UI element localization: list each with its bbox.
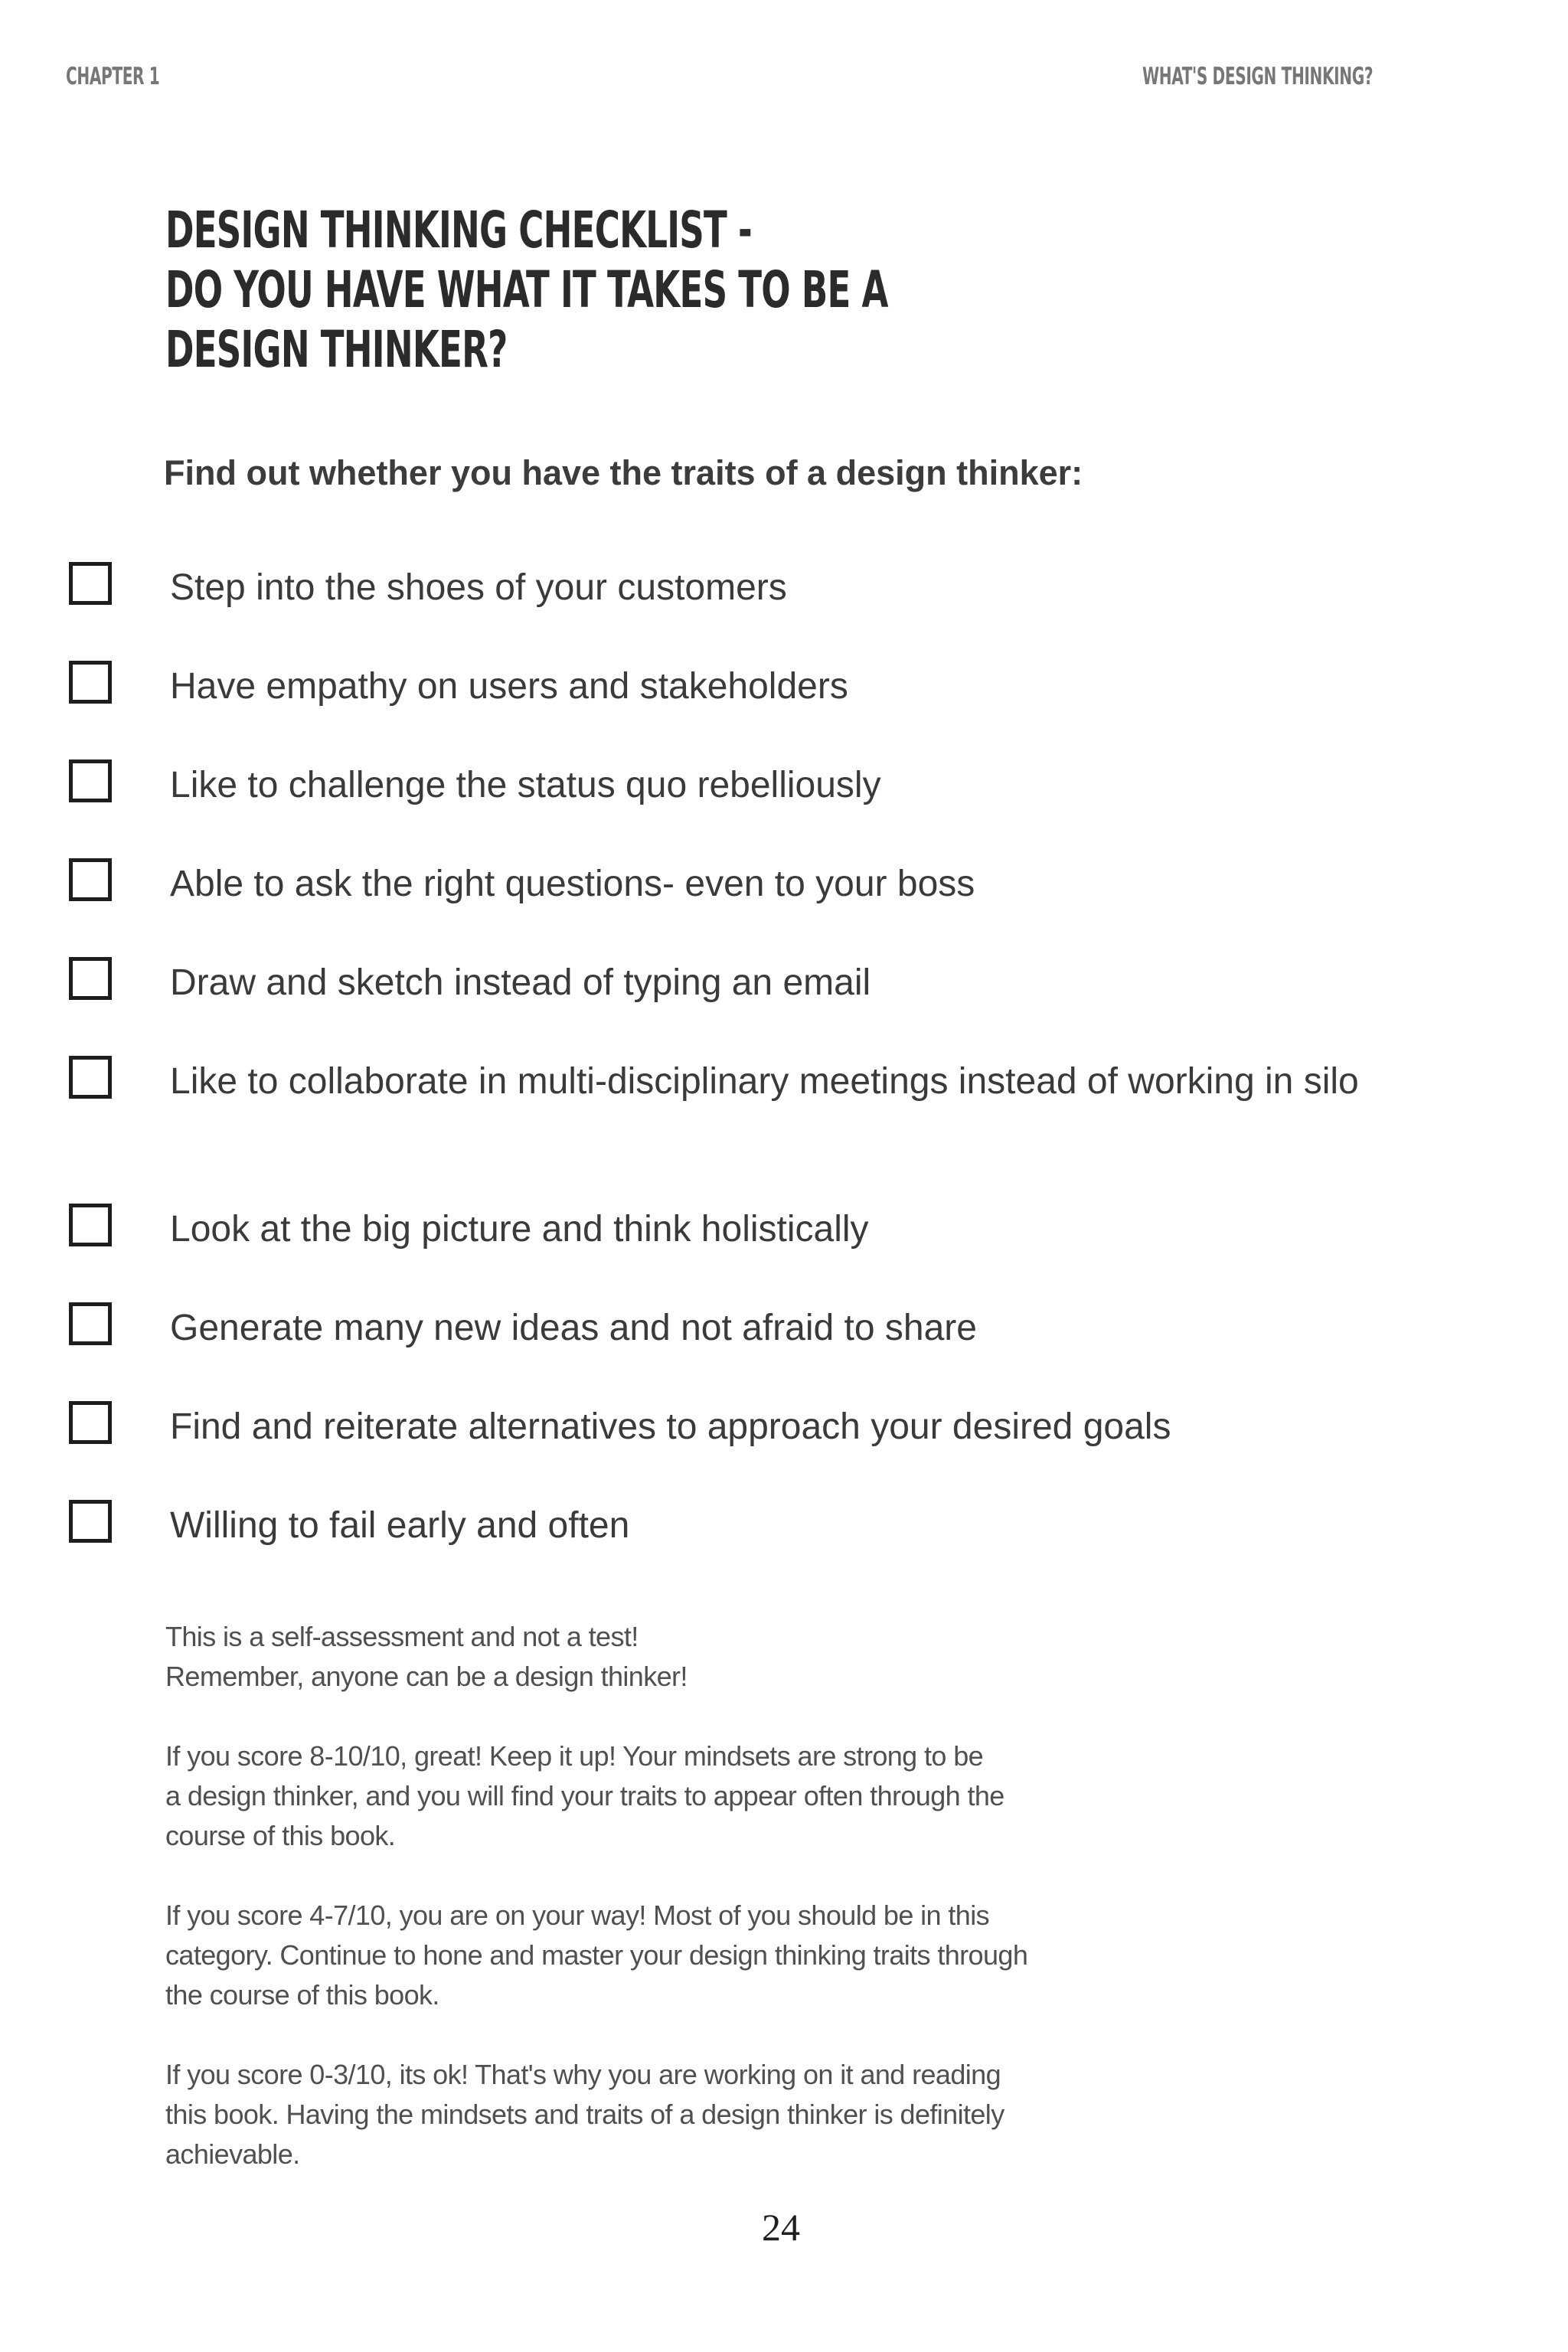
checklist-item-label: Look at the big picture and think holistically	[170, 1209, 869, 1250]
checkbox[interactable]	[69, 1401, 112, 1444]
page-number: 24	[762, 2206, 800, 2249]
note-line: If you score 8-10/10, great! Keep it up! Your mindsets are strong to be	[165, 1740, 984, 1772]
checklist-item-label: Able to ask the right questions- even to your boss	[170, 864, 975, 904]
checklist-item-label: Willing to fail early and often	[170, 1505, 630, 1546]
checkbox[interactable]	[69, 1500, 112, 1543]
checkbox[interactable]	[69, 1302, 112, 1345]
chapter-label: CHAPTER 1	[66, 63, 160, 90]
checklist-item-label: Like to challenge the status quo rebelliously	[170, 765, 881, 805]
intro-note	[165, 1617, 1099, 1697]
note-line: course of this book.	[165, 1820, 396, 1851]
checkbox[interactable]	[69, 858, 112, 901]
note-line: achievable.	[165, 2138, 300, 2170]
scoring-notes	[165, 1617, 1099, 2214]
note-line: category. Continue to hone and master your design thinking traits through	[165, 1939, 1028, 1971]
checkbox[interactable]	[69, 1204, 112, 1246]
checklist-item-label: Have empathy on users and stakeholders	[170, 666, 848, 707]
checklist-intro: Find out whether you have the traits of a design thinker:	[164, 453, 1083, 492]
page-title-line-1: DESIGN THINKING CHECKLIST -	[165, 201, 752, 260]
checklist-item-label: Find and reiterate alternatives to approach your desired goals	[170, 1406, 1171, 1447]
checklist-item-label: Generate many new ideas and not afraid to share	[170, 1308, 977, 1348]
note-line: If you score 4-7/10, you are on your way! Most of you should be in this	[165, 1900, 990, 1931]
page-title-line-3: DESIGN THINKER?	[165, 320, 508, 379]
low-score-note	[165, 2055, 1099, 2174]
note-line: This is a self-assessment and not a test!	[165, 1621, 639, 1652]
high-score-note	[165, 1736, 1099, 1856]
note-line: a design thinker, and you will find your traits to appear often through the	[165, 1780, 1004, 1811]
note-line: this book. Having the mindsets and traits of a design thinker is definitely	[165, 2099, 1004, 2130]
checklist-item-label: Like to collaborate in multi-disciplinary meetings instead of working in silo	[170, 1061, 1359, 1102]
checkbox[interactable]	[69, 562, 112, 605]
note-line: If you score 0-3/10, its ok! That's why you are working on it and reading	[165, 2059, 1001, 2090]
checkbox[interactable]	[69, 760, 112, 802]
page-title-line-2: DO YOU HAVE WHAT IT TAKES TO BE A	[165, 260, 888, 319]
checkbox[interactable]	[69, 661, 112, 704]
checkbox[interactable]	[69, 957, 112, 1000]
mid-score-note	[165, 1896, 1099, 2015]
checklist-item-label: Draw and sketch instead of typing an email	[170, 962, 871, 1003]
checklist-item-label: Step into the shoes of your customers	[170, 567, 787, 608]
note-line: the course of this book.	[165, 1979, 439, 2011]
checkbox[interactable]	[69, 1056, 112, 1099]
section-label: WHAT'S DESIGN THINKING?	[1142, 63, 1374, 90]
page-title	[165, 201, 888, 380]
note-line: Remember, anyone can be a design thinker!	[165, 1661, 688, 1692]
